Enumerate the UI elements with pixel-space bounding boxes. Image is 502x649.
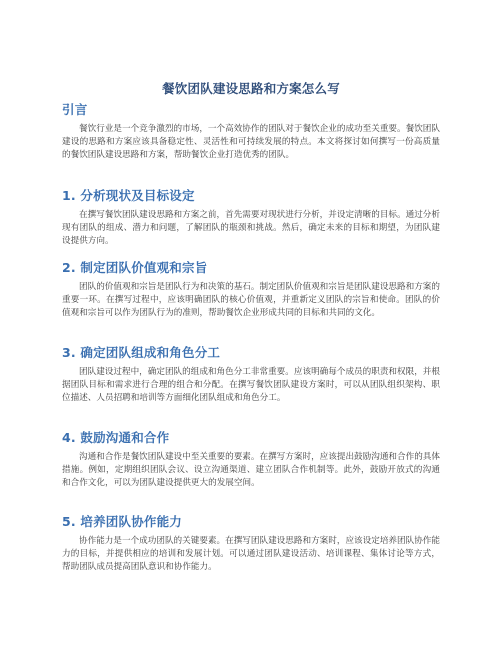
document-title: 餐饮团队建设思路和方案怎么写 xyxy=(162,81,340,96)
section-heading: 2. 制定团队价值观和宗旨 xyxy=(62,260,208,275)
section-heading: 引言 xyxy=(62,102,88,117)
section-heading: 5. 培养团队协作能力 xyxy=(62,514,182,529)
section-analysis xyxy=(62,188,440,249)
section-values xyxy=(62,260,440,321)
section-heading: 1. 分析现状及目标设定 xyxy=(62,188,195,203)
section-introduction xyxy=(62,102,440,163)
section-paragraph: 餐饮行业是一个竞争激烈的市场，一个高效协作的团队对于餐饮企业的成功至关重要。餐饮团队建设的思路和方案应该具备稳定性、灵活性和可持续发展的特点。本文将探讨如何撰写一份高质量的餐饮团队建设思路和方案，帮助餐饮企业打造优秀的团队。 xyxy=(62,124,440,161)
section-paragraph: 团队的价值观和宗旨是团队行为和决策的基石。制定团队价值观和宗旨是团队建设思路和方案的重要一环。在撰写过程中，应该明确团队的核心价值观，并重新定义团队的宗旨和使命。团队的价值观和宗旨可以作为团队行为的准则，帮助餐饮企业形成共同的目标和共同的文化。 xyxy=(62,282,440,319)
section-paragraph: 团队建设过程中，确定团队的组成和角色分工非常重要。应该明确每个成员的职责和权限，并根据团队目标和需求进行合理的组合和分配。在撰写餐饮团队建设方案时，可以从团队组织架构、职位描述、人员招聘和培训等方面细化团队组成和角色分工。 xyxy=(62,367,440,404)
section-paragraph: 沟通和合作是餐饮团队建设中至关重要的要素。在撰写方案时，应该提出鼓励沟通和合作的具体措施。例如，定期组织团队会议、设立沟通渠道、建立团队合作机制等。此外，鼓励开放式的沟通和合作文化，可以为团队建设提供更大的发展空间。 xyxy=(62,452,440,489)
section-heading: 3. 确定团队组成和角色分工 xyxy=(62,345,221,360)
section-paragraph: 协作能力是一个成功团队的关键要素。在撰写团队建设思路和方案时，应该设定培养团队协作能力的目标，并提供相应的培训和发展计划。可以通过团队建设活动、培训课程、集体讨论等方式，帮助团队成员提高团队意识和协作能力。 xyxy=(62,536,440,573)
section-communication xyxy=(62,430,440,491)
section-collaboration xyxy=(62,514,440,575)
section-roles xyxy=(62,345,440,406)
section-heading: 4. 鼓励沟通和合作 xyxy=(62,430,170,445)
section-paragraph: 在撰写餐饮团队建设思路和方案之前，首先需要对现状进行分析，并设定清晰的目标。通过分析现有团队的组成、潜力和问题，了解团队的瓶颈和挑战。然后，确定未来的目标和期望，为团队建设提供方向。 xyxy=(62,210,440,247)
